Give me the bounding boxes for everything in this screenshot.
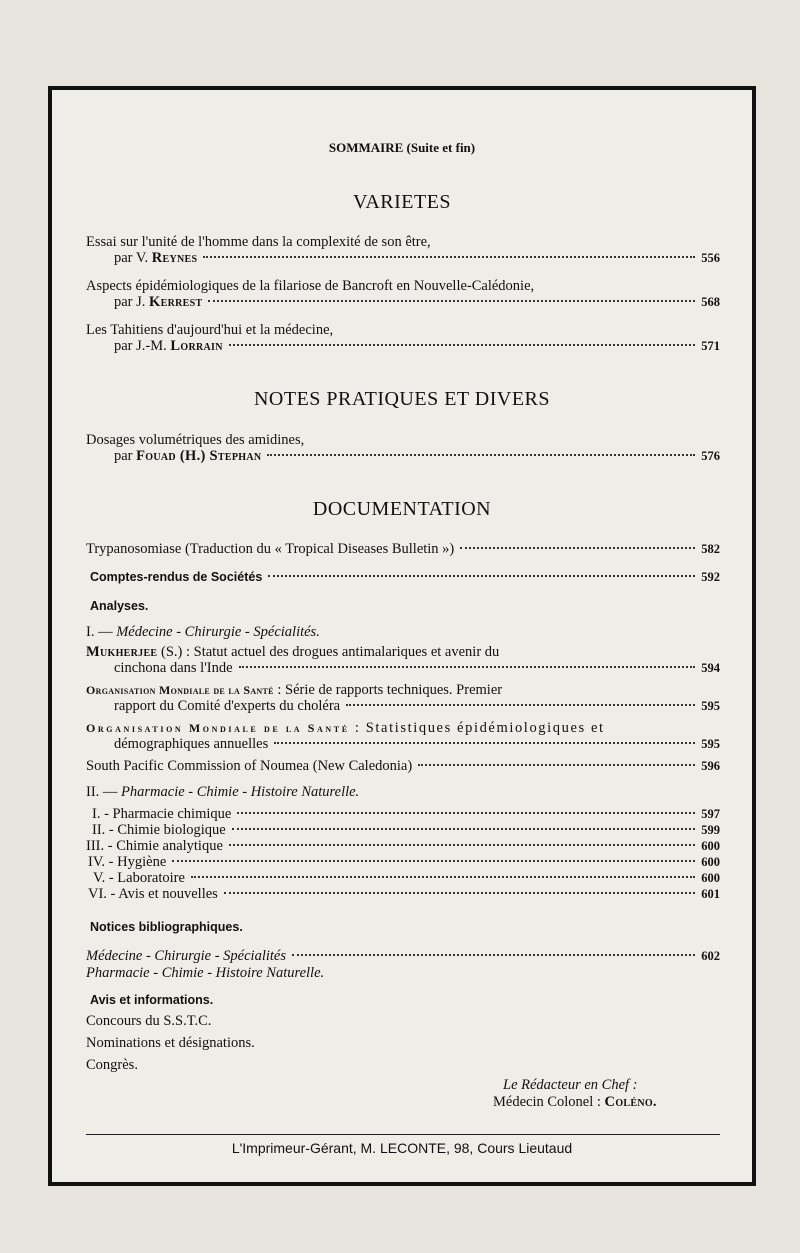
toc-entry-page: 600 (701, 855, 720, 869)
toc-entry-label: I. - Pharmacie chimique (92, 806, 232, 822)
toc-entry-author: Organisation Mondiale de la Santé (86, 683, 274, 697)
list-item: Concours du S.S.T.C. (86, 1013, 212, 1029)
toc-entry-author: Kerrest (149, 294, 203, 310)
toc-entry (90, 570, 720, 585)
toc-entry-page: 595 (701, 737, 720, 751)
dot-leader (274, 742, 695, 744)
toc-entry-title: Dosages volumétriques des amidines, (86, 432, 305, 448)
dot-leader (229, 344, 696, 346)
toc-entry-label: Pharmacie - Chimie - Histoire Naturelle. (86, 965, 325, 981)
toc-entry-page: 568 (701, 295, 720, 309)
toc-entry-page: 597 (701, 807, 720, 821)
toc-entry-title: Les Tahitiens d'aujourd'hui et la médecine, (86, 322, 334, 338)
toc-entry-title: Essai sur l'unité de l'homme dans la complexité de son être, (86, 234, 431, 250)
section-heading-notes: NOTES PRATIQUES ET DIVERS (253, 388, 551, 410)
page-frame (48, 86, 756, 1186)
toc-entry-page: 600 (701, 871, 720, 885)
page-title: SOMMAIRE (Suite et fin) (328, 140, 476, 155)
signature-line (493, 1094, 657, 1111)
toc-entry (114, 660, 720, 677)
toc-entry-title (86, 720, 605, 737)
subsection-title (86, 624, 320, 641)
dot-leader (418, 764, 695, 766)
toc-entry-page: 571 (701, 339, 720, 353)
section-heading-documentation: DOCUMENTATION (312, 498, 492, 520)
toc-entry-label: V. - Laboratoire (93, 870, 185, 886)
toc-entry (86, 541, 720, 558)
dot-leader (224, 892, 695, 894)
toc-entry-page: 595 (701, 699, 720, 713)
toc-entry (92, 806, 720, 823)
toc-entry-author: Reynes (151, 250, 198, 266)
toc-entry-label: VI. - Avis et nouvelles (88, 886, 218, 902)
toc-entry-page: 601 (701, 887, 720, 901)
dot-leader (268, 575, 695, 577)
toc-entry-label: Trypanosomiase (Traduction du « Tropical Diseases Bulletin ») (86, 541, 455, 557)
section-heading-varietes: VARIETES (352, 191, 452, 213)
toc-entry-page: 596 (701, 759, 720, 773)
subsection-label-avis: Avis et informations. (90, 993, 214, 1007)
list-item: Nominations et désignations. (86, 1035, 255, 1051)
toc-entry-page: 576 (701, 449, 720, 463)
toc-entry-label: rapport du Comité d'experts du choléra (114, 698, 341, 714)
dot-leader (172, 860, 695, 862)
toc-entry (86, 838, 720, 855)
dot-leader (267, 454, 695, 456)
dot-leader (191, 876, 695, 878)
signature-title: Le Rédacteur en Chef : (503, 1077, 638, 1093)
toc-entry-label: Médecine - Chirurgie - Spécialités (86, 948, 286, 964)
subsection-title (86, 784, 359, 801)
dot-leader (460, 547, 695, 549)
toc-entry-page: 602 (701, 949, 720, 963)
toc-entry-label: II. - Chimie biologique (92, 822, 226, 838)
toc-entry-author: Mukherjee (86, 644, 158, 660)
toc-entry-author: Lorrain (170, 338, 223, 354)
toc-entry (86, 758, 720, 775)
toc-entry-page: 582 (701, 542, 720, 556)
dot-leader (203, 256, 695, 258)
dot-leader (292, 954, 695, 956)
toc-entry (114, 736, 720, 753)
toc-entry-author: Organisation Mondiale de la Santé (86, 721, 350, 735)
signature-rank: Médecin Colonel : (493, 1094, 605, 1110)
toc-entry (92, 822, 720, 839)
signature-name: Coléno. (604, 1094, 657, 1110)
toc-entry-title (86, 644, 499, 661)
dot-leader (232, 828, 696, 830)
subsection-label-analyses: Analyses. (90, 599, 149, 613)
toc-entry-page: 600 (701, 839, 720, 853)
toc-entry (114, 294, 720, 311)
toc-entry (88, 886, 720, 903)
toc-entry (114, 698, 720, 715)
toc-entry (114, 338, 720, 355)
toc-entry-by: par J.-M. (114, 338, 171, 354)
toc-entry-by: par (114, 448, 137, 464)
toc-entry-label: III. - Chimie analytique (86, 838, 223, 854)
toc-entry-label: IV. - Hygiène (88, 854, 167, 870)
dot-leader (229, 844, 695, 846)
subsection-label-notices: Notices bibliographiques. (90, 920, 243, 934)
toc-entry (93, 870, 720, 887)
dot-leader (346, 704, 695, 706)
toc-entry-label: Comptes-rendus de Sociétés (90, 570, 263, 584)
printer-credit: L'Imprimeur-Gérant, M. LECONTE, 98, Cours Lieutaud (231, 1140, 573, 1156)
toc-entry-author: Fouad (H.) Stephan (136, 448, 262, 464)
toc-entry (114, 250, 720, 267)
toc-entry-page: 592 (701, 570, 720, 584)
toc-entry (114, 448, 720, 465)
dot-leader (239, 666, 696, 668)
subsection-name: Médecine - Chirurgie - Spécialités. (116, 624, 320, 640)
toc-entry-text: : Série de rapports techniques. Premier (273, 682, 503, 698)
toc-entry (86, 948, 720, 965)
toc-entry-page: 594 (701, 661, 720, 675)
toc-entry-by: par V. (114, 250, 152, 266)
subsection-name: Pharmacie - Chimie - Histoire Naturelle. (121, 784, 360, 800)
list-item: Congrès. (86, 1057, 138, 1073)
toc-entry-label: South Pacific Commission of Noumea (New Caledonia) (86, 758, 413, 774)
subsection-number: II. — (86, 784, 122, 800)
toc-entry-title: Aspects épidémiologiques de la filariose de Bancroft en Nouvelle-Calédonie, (86, 278, 535, 294)
toc-entry-label: démographiques annuelles (114, 736, 269, 752)
toc-entry-label: cinchona dans l'Inde (114, 660, 233, 676)
toc-entry-page: 556 (701, 251, 720, 265)
footer-divider (86, 1134, 720, 1135)
toc-entry-text: : Statistiques épidémiologiques et (349, 720, 605, 736)
toc-entry-title (86, 682, 502, 699)
toc-entry (88, 854, 720, 871)
subsection-number: I. — (86, 624, 117, 640)
toc-entry-by: par J. (114, 294, 150, 310)
toc-entry-page: 599 (701, 823, 720, 837)
dot-leader (237, 812, 695, 814)
toc-entry-text: (S.) : Statut actuel des drogues antimalariques et avenir du (157, 644, 500, 660)
dot-leader (208, 300, 695, 302)
